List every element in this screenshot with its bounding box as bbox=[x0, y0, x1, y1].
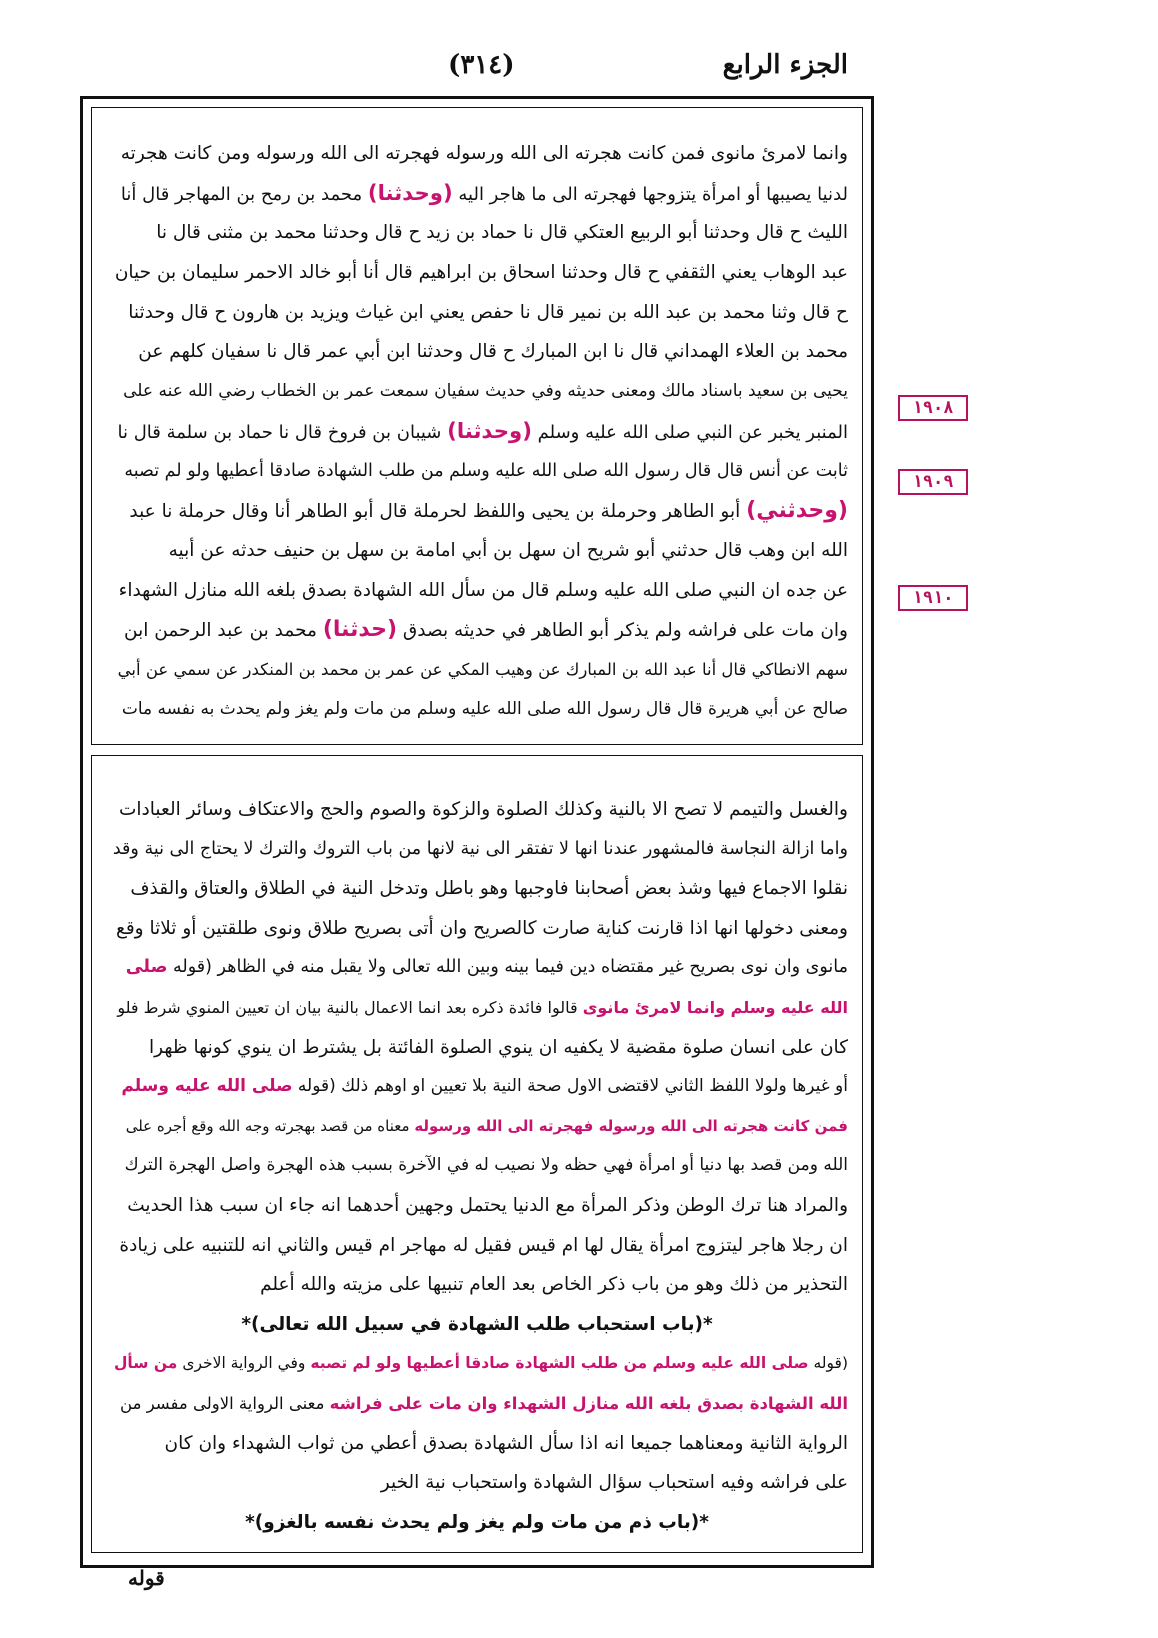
hadith-line bbox=[106, 372, 848, 412]
hadith-line bbox=[106, 650, 848, 690]
hadith-text bbox=[106, 134, 848, 729]
text-segment: قالوا فائدة ذكره بعد انما الاعمال بالنية بيان ان تعيين المنوي شرط فلو bbox=[117, 997, 583, 1017]
text-segment: الرواية الثانية ومعناهما جميعا انه اذا سأل الشهادة بصدق أعطي من ثواب الشهداء وان كان bbox=[164, 1432, 848, 1454]
hadith-number: ١٩١٠ bbox=[898, 585, 968, 611]
hadith-line bbox=[106, 610, 848, 650]
text-segment: وفي الرواية الاخرى bbox=[177, 1354, 311, 1373]
text-segment: محمد بن عبد الرحمن ابن bbox=[124, 620, 323, 642]
hadith-line bbox=[106, 213, 848, 253]
hadith-line bbox=[106, 332, 848, 372]
text-segment: شيبان بن فروخ قال نا حماد بن سلمة قال نا bbox=[117, 421, 448, 443]
commentary-line bbox=[106, 1186, 848, 1226]
quoted-hadith-text: من سأل bbox=[113, 1354, 178, 1373]
chapter-heading: *(باب استحباب طلب الشهادة في سبيل الله تعالى)* bbox=[241, 1313, 713, 1335]
text-segment: أبو الطاهر وحرملة بن يحيى واللفظ لحرملة قال أبو الطاهر أنا وقال حرملة نا عبد bbox=[129, 501, 747, 523]
text-segment: محمد بن العلاء الهمداني قال نا ابن المبارك ح قال وحدثنا ابن أبي عمر قال نا سفيان كلهم عن bbox=[138, 341, 848, 363]
commentary-line bbox=[106, 869, 848, 909]
text-segment: نقلوا الاجماع فيها وشذ بعض أصحابنا فاوجبها وهو باطل وتدخل النية في الطلاق والعتاق والقذف bbox=[130, 878, 848, 900]
commentary-line bbox=[106, 1067, 848, 1107]
page-number: (٣١٤) bbox=[448, 50, 515, 80]
running-head-volume: الجزء الرابع bbox=[722, 50, 848, 80]
commentary-line bbox=[106, 948, 848, 988]
page-header bbox=[0, 50, 1158, 90]
text-segment: (قوله bbox=[808, 1354, 848, 1373]
text-segment: معناه من قصد بهجرته وجه الله وقع أجره على bbox=[125, 1116, 415, 1135]
commentary-line bbox=[106, 1028, 848, 1068]
commentary-box bbox=[91, 755, 863, 1553]
commentary-line bbox=[106, 988, 848, 1028]
text-segment: يحيى بن سعيد باسناد مالك ومعنى حديثه وفي حديث سفيان سمعت عمر بن الخطاب رضي الله عنه على bbox=[123, 381, 848, 402]
quoted-hadith-text: صلى الله عليه وسلم من طلب الشهادة صادقا أعطيها ولو لم تصبه bbox=[310, 1354, 809, 1373]
commentary-line bbox=[106, 1384, 848, 1424]
text-segment: كان على انسان صلوة مقضية لا يكفيه ان ينوي الصلوة الفائتة بل يشترط ان ينوي كونها ظهرا bbox=[149, 1036, 848, 1058]
hadith-number: ١٩٠٩ bbox=[898, 469, 968, 495]
text-segment: مانوى وان نوى بصريح غير مقتضاه دين فيما بينه وبين الله تعالى ولا يقبل منه في الظاهر (قوله bbox=[167, 957, 848, 978]
hadith-line bbox=[106, 531, 848, 571]
text-segment: التحذير من ذلك وهو من باب ذكر الخاص بعد العام تنبيها على مزيته والله أعلم bbox=[260, 1274, 848, 1296]
text-segment: وان مات على فراشه ولم يذكر أبو الطاهر في حديثه بصدق bbox=[397, 620, 848, 642]
text-segment: المنبر يخبر عن النبي صلى الله عليه وسلم bbox=[531, 421, 848, 443]
text-segment: ح قال وثنا محمد بن عبد الله بن نمير قال نا حفص يعني ابن غياث ويزيد بن هارون ح قال وحدثنا bbox=[128, 301, 848, 323]
hadith-line bbox=[106, 134, 848, 174]
text-segment: الله ومن قصد بها دنيا أو امرأة فهي حظه ولا نصيب له في الآخرة بسبب هذه الهجرة واصل الهجرة الترك bbox=[124, 1155, 848, 1176]
commentary-line bbox=[106, 1146, 848, 1186]
text-segment: ثابت عن أنس قال قال رسول الله صلى الله عليه وسلم من طلب الشهادة صادقا أعطيها ولو لم تصبه bbox=[124, 460, 848, 481]
text-segment: معنى الرواية الاولى مفسر من bbox=[120, 1393, 330, 1413]
text-segment: محمد بن رمح بن المهاجر قال أنا bbox=[120, 183, 368, 205]
text-segment: واما ازالة النجاسة فالمشهور عندنا انها لا تفتقر الى نية لانها من باب التروك والترك لا يحتاج الى نية وقد bbox=[112, 838, 848, 859]
commentary-line bbox=[106, 1424, 848, 1464]
commentary-line bbox=[106, 1503, 848, 1543]
hadith-line bbox=[106, 293, 848, 333]
hadith-line bbox=[106, 174, 848, 214]
page-frame bbox=[80, 96, 874, 1568]
commentary-line bbox=[106, 909, 848, 949]
narration-marker: (وحدثني) bbox=[746, 498, 848, 524]
text-segment: لدنيا يصيبها أو امرأة يتزوجها فهجرته الى ما هاجر اليه bbox=[452, 183, 848, 205]
commentary-line bbox=[106, 790, 848, 830]
text-segment: عن جده ان النبي صلى الله عليه وسلم قال من سأل الله الشهادة بصدق بلغه الله منازل الشهداء bbox=[118, 579, 848, 601]
quoted-hadith-text: الله عليه وسلم وانما لامرئ مانوى bbox=[582, 997, 848, 1017]
text-segment: والغسل والتيمم لا تصح الا بالنية وكذلك الصلوة والزكوة والصوم والحج والاعتكاف وسائر العبادات bbox=[119, 799, 848, 820]
hadith-line bbox=[106, 491, 848, 531]
quoted-hadith-text: صلى الله عليه وسلم bbox=[121, 1076, 293, 1097]
commentary-line bbox=[106, 1344, 848, 1384]
text-segment: سهم الانطاكي قال أنا عبد الله بن المبارك عن وهيب المكي عن عمر بن محمد بن المنكدر عن سمي عن أبي bbox=[117, 659, 848, 679]
text-segment: ان رجلا هاجر ليتزوج امرأة يقال لها ام قيس فقيل له مهاجر ام قيس والثاني انه للتنبيه على زيادة bbox=[119, 1234, 848, 1256]
hadith-line bbox=[106, 452, 848, 492]
quoted-hadith-text: صلى bbox=[125, 957, 168, 978]
commentary-line bbox=[106, 1463, 848, 1503]
commentary-line bbox=[106, 1305, 848, 1345]
commentary-line bbox=[106, 830, 848, 870]
narration-marker: (حدثنا) bbox=[322, 617, 398, 643]
narration-marker: (وحدثنا) bbox=[447, 418, 532, 444]
text-segment: على فراشه وفيه استحباب سؤال الشهادة واستحباب نية الخير bbox=[380, 1472, 848, 1494]
text-segment: صالح عن أبي هريرة قال قال رسول الله صلى الله عليه وسلم من مات ولم يغز ولم يحدث به نفسه مات bbox=[121, 698, 848, 719]
commentary-line bbox=[106, 1265, 848, 1305]
text-segment: الله ابن وهب قال حدثني أبو شريح ان سهل بن أبي امامة بن سهل بن حنيف حدثه عن أبيه bbox=[168, 539, 848, 561]
text-segment: أو غيرها ولولا اللفظ الثاني لاقتضى الاول صحة النية بلا تعيين او اوهم ذلك (قوله bbox=[292, 1076, 848, 1097]
commentary-line bbox=[106, 1107, 848, 1147]
hadith-line bbox=[106, 253, 848, 293]
chapter-heading: *(باب ذم من مات ولم يغز ولم يحدث نفسه بالغزو)* bbox=[245, 1511, 709, 1533]
hadith-line bbox=[106, 690, 848, 730]
commentary-line bbox=[106, 1226, 848, 1266]
text-segment: عبد الوهاب يعني الثقفي ح قال وحدثنا اسحاق بن ابراهيم قال أنا أبو خالد الاحمر سليمان بن حيان bbox=[114, 262, 848, 284]
text-segment: وانما لامرئ مانوى فمن كانت هجرته الى الله ورسوله فهجرته الى الله ورسوله ومن كانت هجرته bbox=[120, 143, 848, 164]
quoted-hadith-text: الله الشهادة بصدق بلغه الله منازل الشهداء وان مات على فراشه bbox=[329, 1393, 848, 1413]
text-segment: ومعنى دخولها انها اذا قارنت كناية صارت كالصريح وان أتى بصريح طلاق ونوى طلقتين أو ثلاثا وقع bbox=[115, 917, 848, 939]
text-segment: والمراد هنا ترك الوطن وذكر المرأة مع الدنيا يحتمل وجهين أحدهما انه جاء ان سبب هذا الحديث bbox=[127, 1194, 848, 1216]
hadith-line bbox=[106, 412, 848, 452]
commentary-text bbox=[106, 790, 848, 1542]
quoted-hadith-text: فمن كانت هجرته الى الله ورسوله فهجرته الى الله ورسوله bbox=[414, 1116, 848, 1135]
narration-marker: (وحدثنا) bbox=[367, 180, 453, 206]
catchword: قوله bbox=[128, 1566, 165, 1590]
hadith-text-box bbox=[91, 107, 863, 745]
hadith-line bbox=[106, 571, 848, 611]
hadith-number: ١٩٠٨ bbox=[898, 395, 968, 421]
text-segment: الليث ح قال وحدثنا أبو الربيع العتكي قال نا حماد بن زيد ح قال وحدثنا محمد بن مثنى قال نا bbox=[156, 222, 848, 244]
